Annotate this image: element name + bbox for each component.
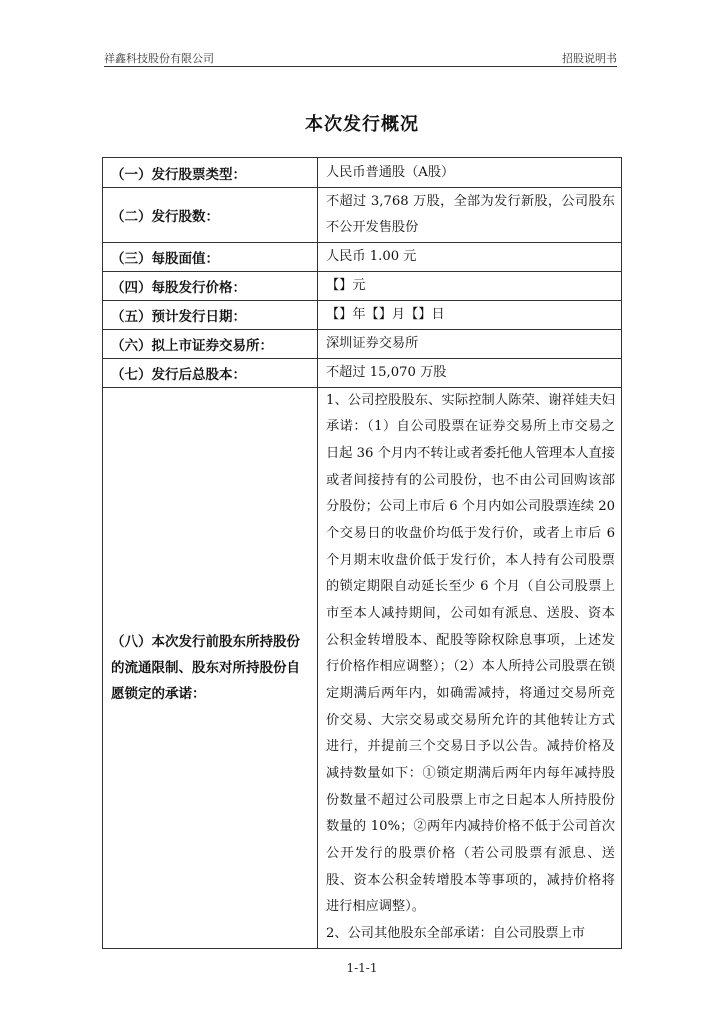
- row-label: （七）发行后总股本：: [103, 358, 318, 387]
- row-label: （二）发行股数：: [103, 188, 318, 243]
- page-header: [104, 50, 617, 67]
- offering-overview-table: [102, 157, 622, 949]
- header-doc-type: 招股说明书: [562, 52, 617, 65]
- lockup-commitment-text: [318, 387, 622, 948]
- row-label: （六）拟上市证券交易所：: [103, 329, 318, 358]
- table-row: [103, 300, 622, 329]
- table-row: [103, 242, 622, 271]
- commitment-paragraph-1: 1、公司控股股东、实际控制人陈荣、谢祥娃夫妇承诺：（1）自公司股票在证券交易所上市交易之日起 36 个月内不转让或者委托他人管理本人直接或者间接持有的公司股份，也不由公司回购该部分股份；公司上市后 6 个月内如公司股票连续 20 个交易日的收盘价均低于发行价，或者上市后 6 个月期末收盘价低于发行价，本人持有公司股票的锁定期限自动延长至少 6 个月（自公司股票上市至本人减持期间，公司如有派息、送股、资本公积金转增股本、配股等除权除息事项，上述发行价格作相应调整）；（2）本人所持公司股票在锁定期满后两年内，如确需减持，将通过交易所竞价交易、大宗交易或交易所允许的其他转让方式进行，并提前三个交易日予以公告。减持价格及减持数量如下：①锁定期满后两年内每年减持股份数量不超过公司股票上市之日起本人所持股份数量的 10%；②两年内减持价格不低于公司首次公开发行的股票价格（若公司股票有派息、送股、资本公积金转增股本等事项的，减持价格将进行相应调整）。: [326, 392, 615, 915]
- table-row: [103, 271, 622, 300]
- header-company: 祥鑫科技股份有限公司: [104, 52, 214, 65]
- page-number: 1-1-1: [346, 961, 378, 975]
- row-label: （三）每股面值：: [103, 242, 318, 271]
- row-value: 人民币 1.00 元: [318, 242, 622, 271]
- row-label: （八）本次发行前股东所持股份的流通限制、股东对所持股份自愿锁定的承诺：: [103, 387, 318, 948]
- row-value: 深圳证券交易所: [318, 329, 622, 358]
- row-value: 【】元: [318, 271, 622, 300]
- page-title: 本次发行概况: [305, 114, 419, 135]
- table-row: [103, 188, 622, 243]
- row-label: （四）每股发行价格：: [103, 271, 318, 300]
- row-value: 人民币普通股（A股）: [318, 158, 622, 188]
- table-row: [103, 329, 622, 358]
- row-value: 不超过 15,070 万股: [318, 358, 622, 387]
- commitment-paragraph-2: 2、公司其他股东全部承诺：自公司股票上市: [326, 925, 585, 941]
- row-value: 【】年【】月【】日: [318, 300, 622, 329]
- row-label: （一）发行股票类型：: [103, 158, 318, 188]
- table-row: [103, 158, 622, 188]
- table-row: [103, 358, 622, 387]
- row-label: （五）预计发行日期：: [103, 300, 318, 329]
- row-value: 不超过 3,768 万股，全部为发行新股，公司股东不公开发售股份: [318, 188, 622, 243]
- table-row: [103, 387, 622, 948]
